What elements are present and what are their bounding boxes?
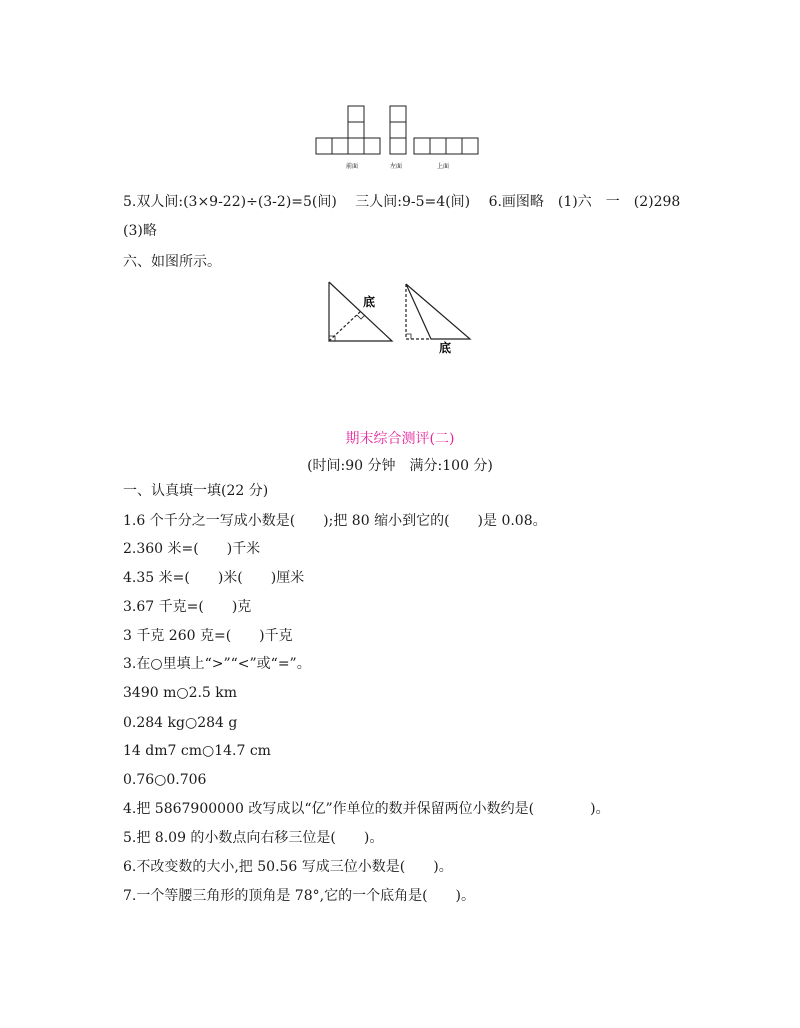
exam-item: 3.在○里填上“>”“<”或“=”。	[123, 656, 311, 672]
triangles-figure	[0, 0, 800, 360]
left-view-label: 左面	[390, 163, 403, 170]
section-6-heading: 六、如图所示。	[123, 254, 221, 270]
exam-item: 4.35 米=( )米( )厘米	[123, 570, 305, 586]
exam-item: 2.360 米=( )千米	[123, 541, 261, 557]
exam-item: 3 千克 260 克=( )千克	[123, 628, 293, 644]
exam-item: 4.把 5867900000 改写成以“亿”作单位的数并保留两位小数约是( )。	[123, 801, 610, 817]
answer-line-1: 5.双人间:(3×9-22)÷(3-2)=5(间) 三人间:9-5=4(间) 6.画图略 (1)六 一 (2)298	[123, 194, 681, 210]
exam-info: (时间:90 分钟 满分:100 分)	[307, 458, 493, 474]
exam-item: 1.6 个千分之一写成小数是( );把 80 缩小到它的( )是 0.08。	[123, 513, 547, 529]
exam-item: 3490 m○2.5 km	[123, 685, 238, 701]
triangle-1-base-label: 底	[363, 295, 376, 309]
exam-item: 5.把 8.09 的小数点向右移三位是( )。	[123, 830, 384, 846]
front-view-label: 前面	[346, 163, 359, 170]
exam-title: 期末综合测评(二)	[345, 431, 455, 447]
section-1-heading: 一、认真填一填(22 分)	[123, 483, 269, 499]
triangle-2-base-label: 底	[439, 341, 452, 355]
exam-item: 6.不改变数的大小,把 50.56 写成三位小数是( )。	[123, 859, 453, 875]
exam-item: 14 dm7 cm○14.7 cm	[123, 743, 271, 759]
exam-item: 0.284 kg○284 g	[123, 715, 238, 731]
exam-item: 7.一个等腰三角形的顶角是 78°,它的一个底角是( )。	[123, 888, 475, 904]
top-view-label: 上面	[437, 163, 450, 170]
answer-line-2: (3)略	[123, 223, 157, 239]
exam-item: 0.76○0.706	[123, 772, 207, 788]
exam-item: 3.67 千克=( )克	[123, 599, 252, 615]
